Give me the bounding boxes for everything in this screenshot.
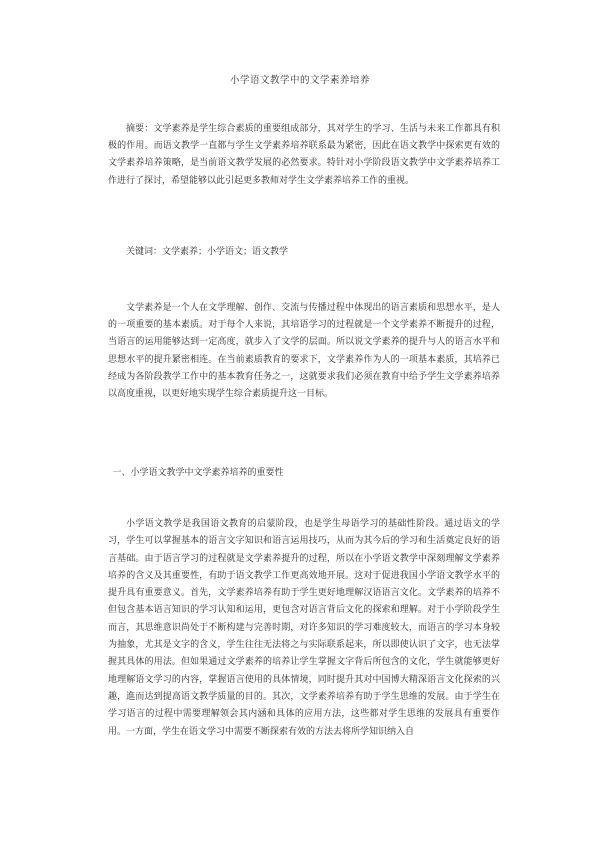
document-title: 小学语文教学中的文学素养培养	[229, 75, 370, 86]
section-heading: 一、小学语文教学中文学素养培养的重要性	[112, 468, 284, 478]
keywords-paragraph: 关键词：文学素养；小学语文；语文教学	[126, 247, 289, 257]
abstract-paragraph: 摘要：文学素养是学生综合素质的重要组成部分，其对学生的学习、生活与未来工作都具有积极的作用。而语文教学一直都与学生文学素养培养联系最为紧密，因此在语文教学中探索更有效的文学素养培养策略，是当前语文教学发展的必然要求。特针对小学阶段语文教学中文学素养培养工作进行了探讨，希望能够以此引起更多教师对学生文学素养培养工作的重视。	[108, 124, 500, 186]
intro-paragraph: 文学素养是一个人在文学理解、创作、交流与传播过程中体现出的语言素质和思想水平，是人的一项重要的基本素质。对于每个人来说，其培语学习的过程就是一个文学素养不断提升的过程，当语言的运用能够达到一定高度，就步入了文学的层面。所以说文学素养的提升与人的语言水平和思想水平的提升紧密相连。在当前素质教育的要求下，文学素养作为人的一项基本素质，其培养已经成为各阶段教学工作中的基本教育任务之一，这就要求我们必须在教育中给予学生文学素养培养以高度重视，以更好地实现学生综合素质提升这一目标。	[108, 303, 500, 400]
body-paragraph: 小学语文教学是我国语文教育的启蒙阶段，也是学生母语学习的基础性阶段。通过语文的学习，学生可以掌握基本的语言文字知识和语言运用技巧，从而为其今后的学习和生活奠定良好的语言基础。由于语言学习的过程就是文学素养提升的过程，所以在小学语文教学中深刻理解文学素养培养的含义及其重要性，有助于语文教学工作更高效地开展。这对于促进我国小学语文教学水平的提升具有重要意义。首先，文学素养培养有助于学生更好地理解汉语语言文化。文学素养的培养不但包含基本语言知识的学习认知和运用，更包含对语言背后文化的探索和理解。对于小学阶段学生而言，其思维意识尚处于不断构建与完善时期，对许多知识的学习难度较大，而语言的学习本身较为抽象，尤其是文字的含义，学生往往无法将之与实际联系起来，所以即使认识了文字，也无法掌握其具体的用法。但如果通过文学素养的培养让学生掌握文字背后所包含的文化，学生就能够更好地理解语文学习的内容，掌握语言使用的具体情境，同时提升其对中国博大精深语言文化探索的兴趣，進而达到提高语文教学质量的目的。其次，文学素养培养有助于学生思维的发展。由于学生在学习语言的过程中需要理解领会其内涵和具体的应用方法，这些都对学生思维的发展具有重要作用。一方面，学生在语文学习中需要不断探索有效的方法去将所学知识纳入自	[108, 519, 500, 737]
